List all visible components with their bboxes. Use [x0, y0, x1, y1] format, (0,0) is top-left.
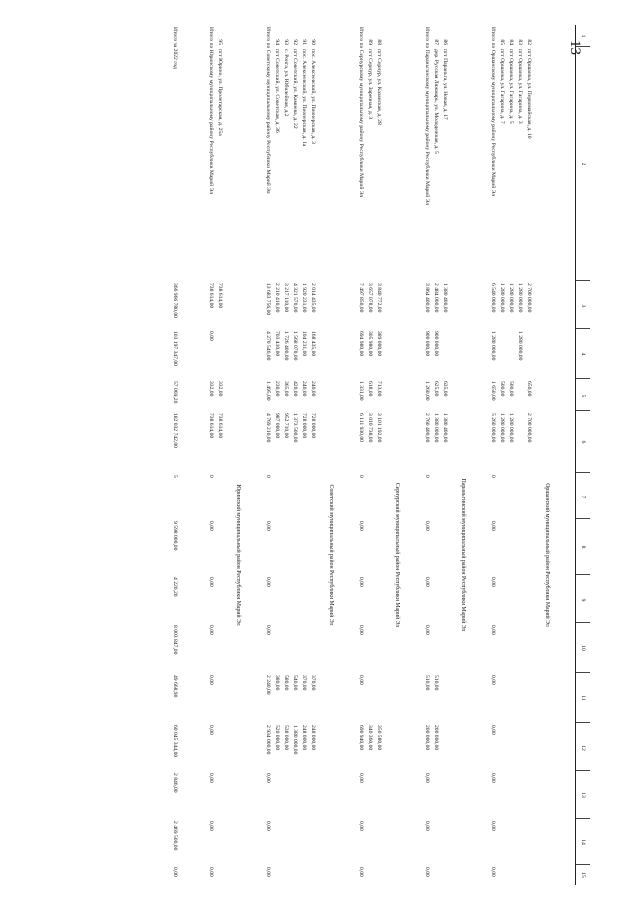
cell-c4: 1 280 000,00: [517, 331, 523, 361]
column-divider: [576, 672, 590, 673]
row-address: пгт Оршанка, ул. Гагарина, д. 7: [499, 49, 505, 124]
district-heading: Оршанский муниципальный район Республики Марий Эл: [544, 483, 550, 627]
column-number-2: 2: [580, 162, 586, 166]
cell-c3: 1 380 400,00: [442, 283, 448, 313]
cell-c3: 4 321 570,00: [292, 283, 298, 313]
row-address: Итого по Сернурскому муниципальному району Республики Марий Эл: [358, 27, 364, 198]
cell-c13: 0,00: [358, 773, 364, 783]
column-number-3: 3: [580, 304, 586, 308]
table-row: [365, 25, 373, 885]
cell-c4: 168 435,00: [310, 331, 316, 357]
cell-c5: 713,00: [376, 381, 382, 397]
cell-c12: 0,00: [490, 725, 496, 735]
cell-c10: 0,00: [424, 625, 430, 635]
cell-c6: 987 000,00: [274, 413, 280, 439]
cell-c3: 3 864 400,00: [424, 283, 430, 313]
cell-c14: 0,00: [490, 821, 496, 831]
cell-c3: 3 217 110,00: [283, 283, 289, 313]
cell-c7: 0: [424, 475, 430, 478]
cell-c3: 738 614,00: [208, 283, 214, 309]
row-address: с. Ронга, ул. Юбилейная, д.2: [283, 49, 289, 117]
cell-c12: 690 940,00: [358, 725, 364, 751]
cell-c5: 1 260,00: [424, 381, 430, 401]
cell-c13: 0,00: [490, 773, 496, 783]
cell-c4: 103 197 347,00: [172, 331, 178, 366]
cell-c6: 728 000,00: [310, 413, 316, 439]
cell-c11: 510,00: [433, 675, 439, 691]
cell-c8: 0,00: [208, 521, 214, 531]
cell-c12: 538 000,00: [283, 725, 289, 751]
column-number-6: 6: [580, 440, 586, 444]
row-address: пгт Сернур, ул. Заречная, д. 3: [367, 49, 373, 120]
cell-c6: 1 380 400,00: [442, 413, 448, 443]
cell-c8: 0,00: [424, 521, 430, 531]
cell-c8: 9 598 000,00: [172, 521, 178, 551]
cell-c15: 0,00: [172, 867, 178, 877]
cell-c7: 0: [208, 475, 214, 478]
cell-c3: 6 540 000,00: [490, 283, 496, 313]
row-address: Итого по Параньгинскому муниципальному району Республики Марий Эл: [424, 27, 430, 206]
cell-c8: 0,00: [490, 521, 496, 531]
cell-c3: 2 014 435,00: [310, 283, 316, 313]
row-address: пгт Оршанка, ул. Гагарина, д. 3: [517, 49, 523, 124]
cell-c3: 1 920 231,00: [301, 283, 307, 313]
cell-c9: 0,00: [424, 577, 430, 587]
table-row: [290, 25, 298, 885]
row-number: 91: [301, 39, 307, 45]
cell-c12: 60 045 344,00: [172, 725, 178, 758]
column-divider: [576, 818, 590, 819]
cell-c5: 332,00: [217, 381, 223, 397]
cell-c12: 2 934 000,00: [265, 725, 271, 755]
cell-c5: 500,00: [499, 381, 505, 397]
cell-c10: 0,00: [358, 625, 364, 635]
cell-c13: 0,00: [208, 773, 214, 783]
column-number-9: 9: [580, 598, 586, 602]
cell-c15: 0,00: [358, 867, 364, 877]
cell-c5: 1 331,00: [358, 381, 364, 401]
column-number-5: 5: [580, 394, 586, 398]
cell-c4: 0,00: [208, 331, 214, 341]
row-number: 82: [526, 39, 532, 45]
cell-c10: 0,00: [208, 625, 214, 635]
cell-c11: 0,00: [358, 675, 364, 685]
column-divider: [576, 280, 590, 281]
cell-c7: 0: [490, 475, 496, 478]
table-row: [374, 25, 382, 885]
district-heading: Сернурский муниципальный район Республики Марий Эл: [394, 482, 400, 628]
column-divider: [576, 46, 590, 47]
cell-c10: 8 003 847,00: [172, 625, 178, 655]
table-row: [515, 25, 523, 885]
cell-c11: 540,00: [292, 675, 298, 691]
cell-c12: 340 360,00: [367, 725, 373, 751]
row-number: 94: [274, 39, 280, 45]
column-number-8: 8: [580, 545, 586, 549]
cell-c3: 2 484 000,00: [433, 283, 439, 313]
cell-c3: 2 700 000,00: [526, 283, 532, 313]
cell-c11: 2 240,00: [265, 675, 271, 695]
page-number: 13: [567, 40, 583, 55]
column-divider: [576, 722, 590, 723]
cell-c6: 2 700 000,00: [526, 413, 532, 443]
row-number: 88: [376, 39, 382, 45]
cell-c12: 200 000,00: [424, 725, 430, 751]
district-heading: Советский муниципальный район Республики Марий Эл: [328, 484, 334, 626]
cell-c9: 0,00: [265, 577, 271, 587]
row-address: пос. Алексеевский, ул. Пионерская, д. 1а: [301, 49, 307, 147]
cell-c4: 104 231,00: [301, 331, 307, 357]
cell-c4: 389 000,00: [376, 331, 382, 357]
table-row: [299, 25, 307, 885]
row-number: 89: [367, 39, 373, 45]
cell-c6: 1 280 000,00: [508, 413, 514, 443]
cell-c6: 1 280 000,00: [499, 413, 505, 443]
cell-c8: 0,00: [358, 521, 364, 531]
cell-c5: 650,00: [526, 381, 532, 397]
table-row: [440, 25, 448, 885]
column-number-15: 15: [580, 872, 586, 878]
cell-c6: 738 614,00: [208, 413, 214, 439]
cell-c9: 4 220,20: [172, 577, 178, 597]
district-total-row: [263, 25, 271, 885]
district-heading: Параньгинский муниципальный район Республики Марий Эл: [460, 478, 466, 632]
row-number: 93: [283, 39, 289, 45]
row-address: Итого по Оршанскому муниципальному району Республики Марий Эл: [490, 27, 496, 197]
column-number-4: 4: [580, 352, 586, 356]
cell-c14: 0,00: [358, 821, 364, 831]
cell-c13: 0,00: [265, 773, 271, 783]
cell-c6: 3 010 738,00: [367, 413, 373, 443]
cell-c15: 0,00: [265, 867, 271, 877]
cell-c5: 230,00: [274, 381, 280, 397]
district-total-row: [488, 25, 496, 885]
cell-c3: 2 210 410,00: [274, 283, 280, 313]
table-row: [215, 25, 223, 885]
row-address: пгт Сернур, ул. Казанская, д. 28: [376, 49, 382, 125]
cell-c4: 694 980,00: [358, 331, 364, 357]
grand-total-row: [170, 25, 178, 885]
repair-program-table: [90, 25, 590, 885]
cell-c3: 1 280 000,00: [499, 283, 505, 313]
cell-c6: 728 000,00: [301, 413, 307, 439]
table-row: [524, 25, 532, 885]
row-number: 87: [433, 39, 439, 45]
cell-c14: 0,00: [424, 821, 430, 831]
cell-c12: 0,00: [208, 725, 214, 735]
row-address: Итого по Советскому муниципальному району Республики Марий Эл: [265, 27, 271, 194]
cell-c15: 0,00: [424, 867, 430, 877]
column-divider: [576, 472, 590, 473]
cell-c5: 625,00: [433, 381, 439, 397]
cell-c11: 0,00: [490, 675, 496, 685]
cell-c5: 365,00: [283, 381, 289, 397]
district-heading: Юринский муниципальный район Республики Марий Эл: [235, 484, 241, 626]
cell-c10: 0,00: [490, 625, 496, 635]
row-address: пгт Параньга, ул. Новая, д. 17: [442, 49, 448, 120]
column-number-1: 1: [580, 34, 586, 38]
column-number-13: 13: [580, 792, 586, 798]
cell-c15: 0,00: [208, 867, 214, 877]
column-divider: [576, 410, 590, 411]
cell-c4: 1 726 400,00: [283, 331, 289, 361]
cell-c5: 635,00: [442, 381, 448, 397]
cell-c3: 1 280 000,00: [508, 283, 514, 313]
column-number-11: 11: [580, 695, 586, 701]
column-number-14: 14: [580, 839, 586, 845]
cell-c5: 57 069,20: [172, 381, 178, 404]
cell-c11: 580,00: [283, 675, 289, 691]
cell-c3: 366 966 780,00: [172, 283, 178, 318]
cell-c14: 0,00: [265, 821, 271, 831]
cell-c11: 370,00: [310, 675, 316, 691]
cell-c3: 7 497 850,00: [358, 283, 364, 313]
cell-c12: 248 000,00: [310, 725, 316, 751]
cell-c11: 49 668,90: [172, 675, 178, 698]
cell-c5: 1 495,00: [265, 381, 271, 401]
cell-c12: 520 000,00: [274, 725, 280, 751]
table-row: [431, 25, 439, 885]
cell-c9: 0,00: [490, 577, 496, 587]
row-number: 84: [508, 39, 514, 45]
cell-c10: 0,00: [265, 625, 271, 635]
cell-c3: 3 840 772,00: [376, 283, 382, 313]
cell-c8: 0,00: [265, 521, 271, 531]
cell-c6: 952 710,00: [283, 413, 289, 439]
district-total-row: [206, 25, 214, 885]
column-header-row: [575, 25, 590, 885]
cell-c7: 0: [265, 475, 271, 478]
column-divider: [576, 328, 590, 329]
cell-c4: 703 410,00: [274, 331, 280, 357]
cell-c6: 1 380 000,00: [433, 413, 439, 443]
row-number: 92: [292, 39, 298, 45]
table-row: [272, 25, 280, 885]
cell-c12: 350 580,00: [376, 725, 382, 751]
row-address: пгт Оршанка, ул. Гагарина, д. 5: [508, 49, 514, 124]
district-total-row: [422, 25, 430, 885]
cell-c12: 1 380 000,00: [292, 725, 298, 755]
cell-c13: 2 846,00: [172, 773, 178, 793]
cell-c14: 0,00: [208, 821, 214, 831]
table-row: [497, 25, 505, 885]
cell-c6: 4 769 210,00: [265, 413, 271, 443]
cell-c11: 510,00: [424, 675, 430, 691]
cell-c5: 1 650,00: [490, 381, 496, 401]
row-address: пос. Алексеевский, ул. Пионерская, д. 3: [310, 49, 316, 144]
cell-c3: 1 280 000,00: [517, 283, 523, 313]
cell-c3: 13 683 756,00: [265, 283, 271, 316]
table-row: [308, 25, 316, 885]
cell-c5: 240,00: [301, 381, 307, 397]
cell-c5: 332,00: [208, 381, 214, 397]
column-divider: [576, 622, 590, 623]
row-address: пгт Советский, ул. Советская, д. 36: [274, 49, 280, 133]
cell-c4: 305 980,00: [367, 331, 373, 357]
cell-c4: 900 000,00: [433, 331, 439, 357]
row-number: 86: [442, 39, 448, 45]
column-divider: [576, 574, 590, 575]
cell-c6: 182 032 742,00: [172, 413, 178, 448]
cell-c6: 3 101 192,00: [376, 413, 382, 443]
cell-c9: 0,00: [208, 577, 214, 587]
column-number-12: 12: [580, 745, 586, 751]
cell-c4: 1 280 000,00: [490, 331, 496, 361]
column-divider: [576, 864, 590, 865]
cell-c6: 6 111 930,00: [358, 413, 364, 442]
row-address: пгт Оршанка, ул. Первомайская, д. 10: [526, 49, 532, 139]
column-divider: [576, 518, 590, 519]
row-address: дер. Русская Ляжмарь, ул. Молодежная, д. 5: [433, 49, 439, 154]
cell-c14: 2 469 500,00: [172, 821, 178, 851]
row-number: 83: [517, 39, 523, 45]
cell-c7: 0: [358, 475, 364, 478]
cell-c5: 500,00: [508, 381, 514, 397]
row-number: 85: [499, 39, 505, 45]
cell-c11: 380,00: [274, 675, 280, 691]
cell-c3: 738 614,00: [217, 283, 223, 309]
cell-c7: 5: [172, 475, 178, 478]
row-address: Итого по Юринскому муниципальному району Республики Марий Эл: [208, 27, 214, 194]
cell-c12: 248 000,00: [301, 725, 307, 751]
district-total-row: [356, 25, 364, 885]
cell-c12: 200 000,00: [433, 725, 439, 751]
cell-c6: 1 373 500,00: [292, 413, 298, 443]
column-divider: [576, 378, 590, 379]
cell-c4: 900 000,00: [424, 331, 430, 357]
row-address: пгт Советский, ул. Камнева, д. 22: [292, 49, 298, 129]
column-divider: [576, 770, 590, 771]
column-number-7: 7: [580, 495, 586, 499]
column-number-10: 10: [580, 645, 586, 651]
cell-c6: 5 260 000,00: [490, 413, 496, 443]
cell-c13: 0,00: [424, 773, 430, 783]
row-number: 95: [217, 39, 223, 45]
cell-c5: 420,00: [292, 381, 298, 397]
cell-c5: 618,00: [367, 381, 373, 397]
cell-c15: 0,00: [490, 867, 496, 877]
cell-c3: 3 657 078,00: [367, 283, 373, 313]
cell-c11: 0,00: [208, 675, 214, 685]
cell-c11: 370,00: [301, 675, 307, 691]
cell-c6: 738 614,00: [217, 413, 223, 439]
row-number: 90: [310, 39, 316, 45]
table-row: [506, 25, 514, 885]
cell-c4: 1 568 070,00: [292, 331, 298, 361]
cell-c9: 0,00: [358, 577, 364, 587]
cell-c5: 240,00: [310, 381, 316, 397]
row-address: пгт Юрино, ул. Пролетарская, д. 25а: [217, 49, 223, 136]
cell-c4: 4 270 546,00: [265, 331, 271, 361]
table-row: [281, 25, 289, 885]
row-address: Итого за 2022 год: [172, 27, 178, 69]
cell-c6: 2 760 400,00: [424, 413, 430, 443]
